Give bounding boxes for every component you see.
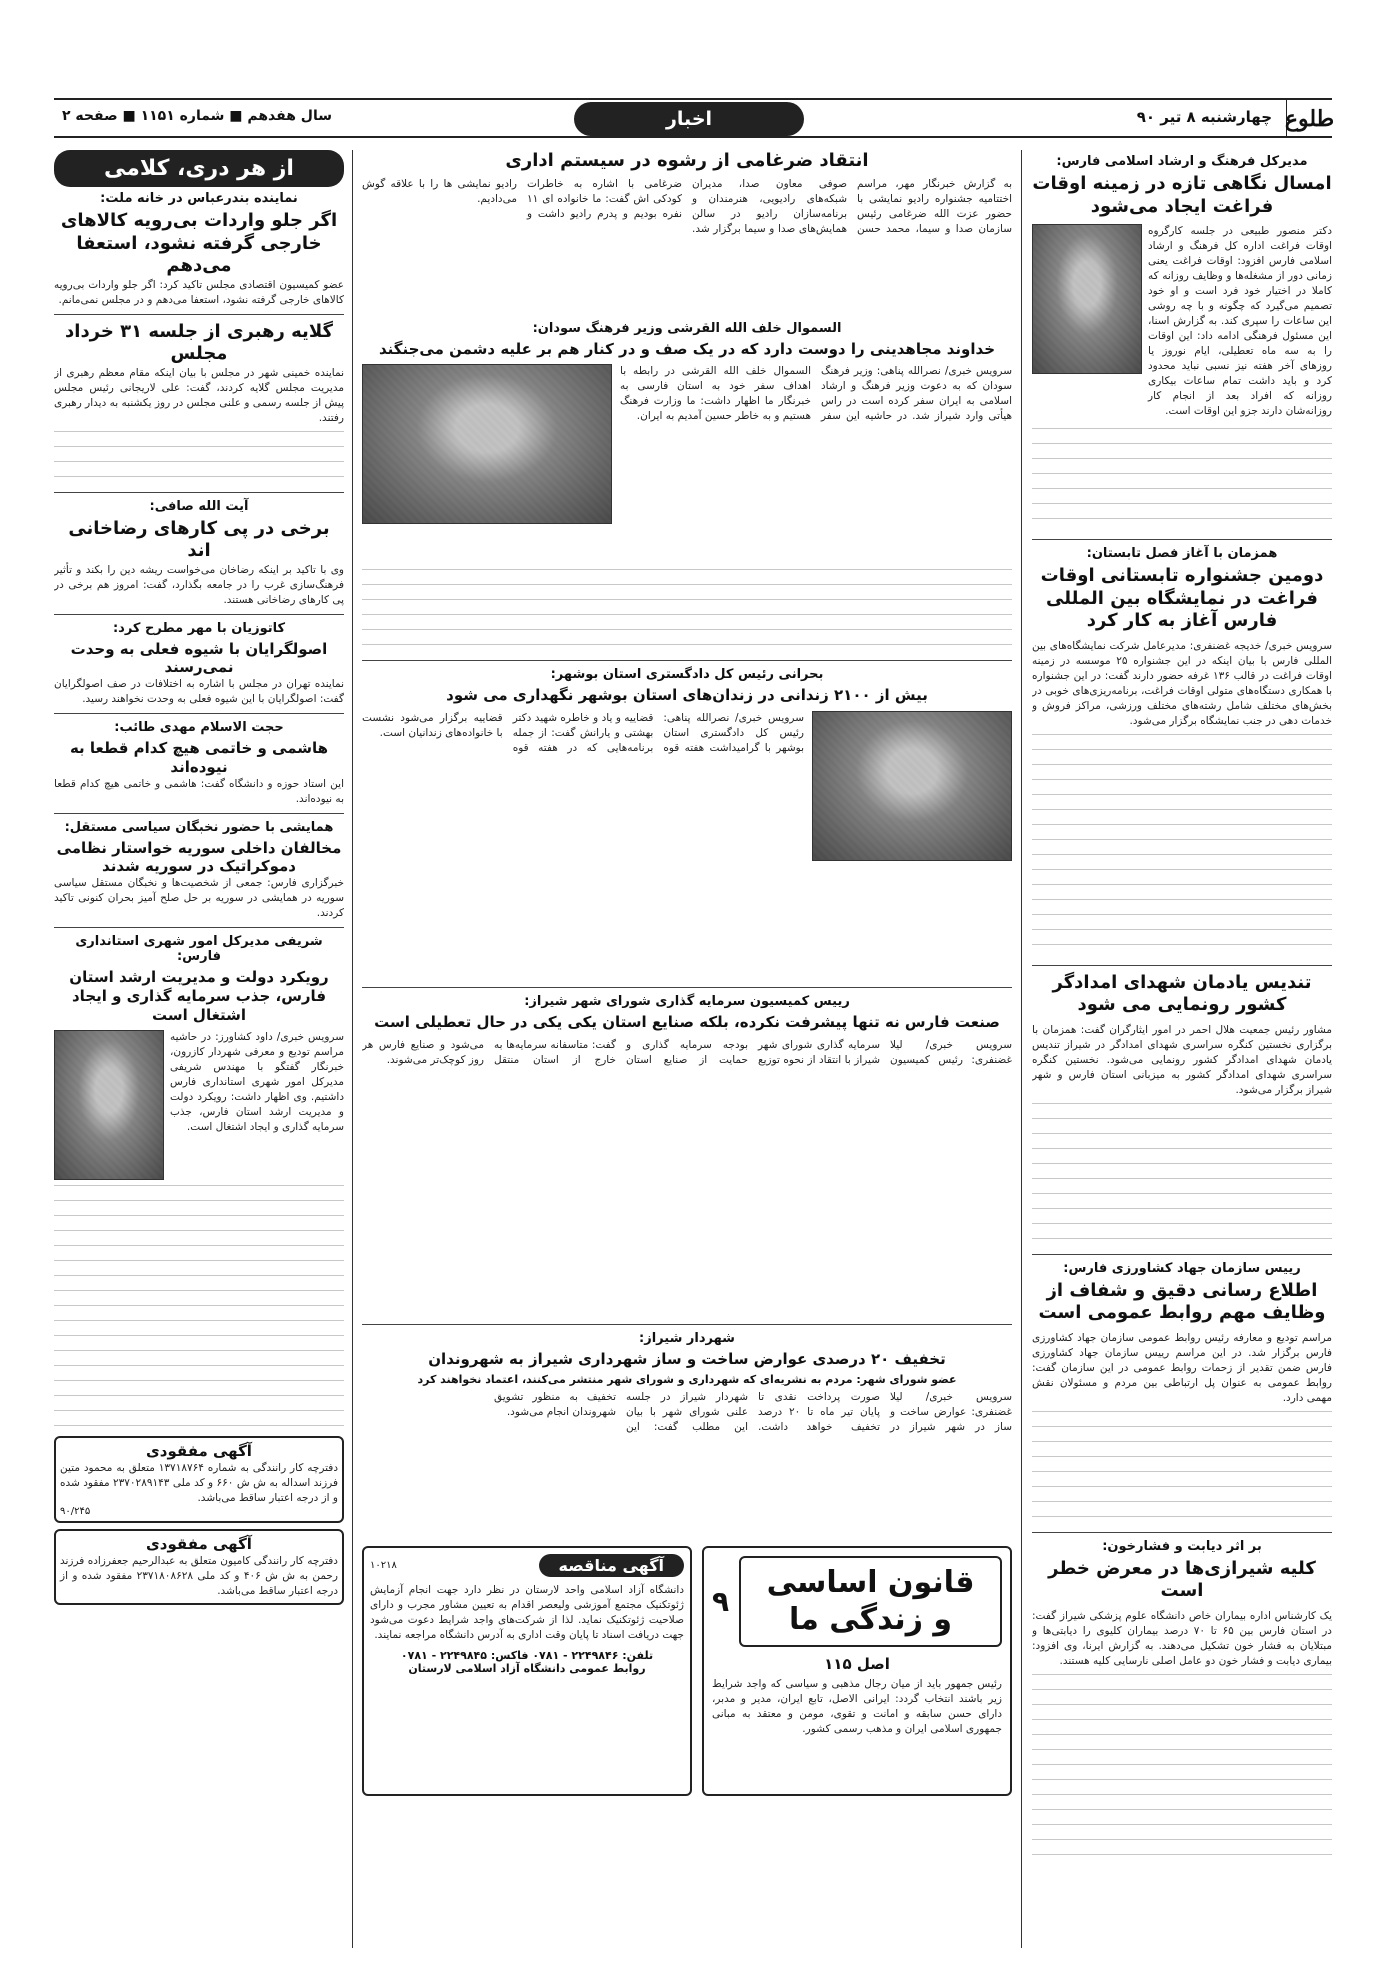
article-kicker: شریفی مدیرکل امور شهری استانداری فارس: [75, 934, 323, 964]
page-header [54, 98, 1335, 138]
article-text-lines [1032, 423, 1332, 533]
tender-org: روابط عمومی دانشگاه آزاد اسلامی لارستان [408, 1662, 646, 1676]
article-body: سرویس خبری/ لیلا غضنفری: رئیس کمیسیون سرمایه گذاری شورای شهر شیراز با انتقاد از نحوه توزیع بودجه سرمایه گذاری و حمایت از صنایع استان گفت: متاسفانه سرمایه‌ها به خارج از استان منتقل می‌شود و صنایع فارس هر روز کوچک‌تر می‌شوند. [362, 1038, 1012, 1066]
brief-kicker: کاتوزیان با مهر مطرح کرد: [112, 620, 286, 636]
brief-body: خبرگزاری فارس: جمعی از شخصیت‌ها و نخبگان مستقل سیاسی سوریه در همایشی در سوریه بر حل صلح آمیز بحران کنونی تاکید کردند. [54, 877, 344, 919]
portrait-photo [1032, 224, 1142, 374]
column-divider [1021, 150, 1022, 1948]
article-body: سرویس خبری/ لیلا غضنفری: عوارض ساخت و ساز در شهر شیراز در صورت پرداخت نقدی تا پایان تیر ماه تا ۲۰ درصد تخفیف خواهد داشت. شهردار شیراز در جلسه علنی شورای شهر با بیان این مطلب گفت: این تخفیف به منظور تشویق شهروندان انجام می‌شود. [494, 1390, 1012, 1433]
brief-headline: گلایه رهبری از جلسه ۳۱ خرداد مجلس [65, 320, 333, 364]
article-headline: اطلاع رسانی دقیق و شفاف از وظایف مهم روابط عمومی است [1038, 1279, 1326, 1323]
brief-headline: اصولگرایان با شیوه فعلی به وحدت نمی‌رسند [70, 639, 328, 677]
article-headline: امسال نگاهی تازه در زمینه اوقات فراغت ایجاد می‌شود [1032, 173, 1332, 217]
brief-body: این استاد حوزه و دانشگاه گفت: هاشمی و خاتمی هیچ کدام قطعا به نیوده‌اند. [54, 777, 344, 805]
article-kicker: همزمان با آغاز فصل تابستان: [1086, 546, 1278, 561]
tender-code: ۱۰۲۱۸ [370, 1559, 397, 1571]
brief-news-title: از هر دری، کلامی [54, 150, 344, 187]
lost-notice [54, 1529, 344, 1605]
brief-headline: مخالفان داخلی سوریه خواستار نظامی دموکراتیک در سوریه شدند [56, 838, 342, 876]
article-body: مراسم تودیع و معارفه رئیس روابط عمومی سازمان جهاد کشاورزی فارس برگزار شد. در این مراسم رییس سازمان جهاد کشاورزی فارس ضمن تقدیر از زحمات روابط عمومی در این سازمان گفت: روابط عمومی به عنوان پل ارتباطی بین مردم و مسئولان نقش مهمی دارد. [1032, 1331, 1332, 1404]
constitution-text: رئیس جمهور باید از میان رجال مذهبی و سیاسی که واجد شرایط زیر باشند انتخاب گردد: ایرانی الاصل، تابع ایران، مدیر و مدبر، دارای حسن سابقه و امانت و تقوی، مومن و معتقد به مبانی جمهوری اسلامی ایران و مذهب رسمی کشور. [712, 1678, 1002, 1736]
portrait-photo [54, 1030, 164, 1180]
article-text-lines [54, 426, 344, 486]
tender-ad [362, 1546, 692, 1796]
brief-kicker: همایشی با حضور نخبگان سیاسی مستقل: [64, 819, 334, 835]
right-column [1032, 150, 1332, 1948]
article-text-lines [362, 564, 1012, 654]
article-kicker: بر اثر دیابت و فشارخون: [1102, 1538, 1262, 1554]
center-column [362, 150, 1012, 1948]
article-body: دکتر منصور طبیعی در جلسه کارگروه اوقات فراغت اداره کل فرهنگ و ارشاد اسلامی فارس افزود: اوقات فراغت یعنی زمانی دور از مشغله‌ها و وظایف روزانه که کاملا در اختیار خود فرد است و او خود تصمیم می‌گیرد که چگونه و با چه روشی این ساعات را سپری کند. به گزارش اسنا، این مسئول فرهنگی ادامه داد: این اوقات را به سه ماه تعطیلی، ایام نوروز یا روزهای آخر هفته نیز نسبی نباید محدود کرد و باید داشت تمام ساعات بیکاری روزانه که افراد بعد از انجام کار روزانه‌شان دارند جزو این اوقات است. [1148, 225, 1332, 417]
brief-body: عضو کمیسیون اقتصادی مجلس تاکید کرد: اگر جلو واردات بی‌رویه کالاهای خارجی گرفته نشود، استعفا می‌دهم و در مجلس نمی‌مانم. [54, 278, 344, 306]
article-body: یک کارشناس اداره بیماران خاص دانشگاه علوم پزشکی شیراز گفت: در استان فارس بین ۶۵ تا ۷۰ درصد بیماران کلیوی را دیابتی‌ها و مبتلایان به فشار خون تشکیل می‌دهند. به گزارش ایرنا، وی افزود: بیماری دیابت و فشار خون دو عامل اصلی نارسایی کلیه هستند. [1032, 1609, 1332, 1667]
section-title: اخبار [574, 102, 804, 136]
column-divider [352, 150, 353, 1948]
article-kicker: بحرانی رئیس کل دادگستری استان بوشهر: [550, 667, 824, 683]
article-kicker: السموال خلف الله القرشی وزیر فرهنگ سودان: [532, 320, 842, 336]
article-headline: بیش از ۲۱۰۰ زندانی در زندان‌های استان بوشهر نگهداری می شود [446, 686, 928, 705]
article-text-lines [1032, 1406, 1332, 1526]
lost-notice-title: آگهی مفقودی [146, 1442, 252, 1461]
constitution-number: ۹ [712, 1584, 730, 1618]
tender-title: آگهی مناقصه [539, 1554, 685, 1577]
newspaper-page [54, 98, 1335, 1948]
article-kicker: مدیرکل فرهنگ و ارشاد اسلامی فارس: [1056, 154, 1308, 169]
article-body: سرویس خبری/ خدیجه غضنفری: مدیرعامل شرکت نمایشگاه‌های بین المللی فارس با بیان اینکه در این جشنواره ۲۵ موسسه در زمینه اوقات فراغت در قالب ۱۳۶ غرفه حضور دارند گفت: در این جشنواره با همکاری دستگاه‌های متولی اوقات فراغت، برنامه‌ریزی‌های خوبی در بخش‌های مختلف شامل رشته‌های مختلف ورزشی، مراکز فروش و خدمات دهی در جنب نمایشگاه برگزار می‌شود. [1032, 639, 1332, 727]
meeting-photo [362, 364, 612, 524]
article-headline: صنعت فارس نه تنها پیشرفت نکرده، بلکه صنایع استان یکی یکی در حال تعطیلی است [374, 1013, 1000, 1031]
article-body: به گزارش خبرنگار مهر، مراسم اختتامیه جشنواره رادیو نمایشی با حضور عزت الله ضرغامی رئیس سازمان صدا و سیما، محمد حسن صوفی معاون صدا، مدیران شبکه‌های رادیویی، هنرمندان و برنامه‌سازان رادیو در سالن همایش‌های صدا و سیما برگزار شد. ضرغامی با اشاره به خاطرات کودکی اش گفت: ما خانواده ای ۱۱ نفره بودیم و پدرم رادیو داشت و رادیو نمایشی ها را با علاقه گوش می‌دادیم. [362, 177, 1012, 235]
brief-headline: برخی در پی کارهای رضاخانی اند [68, 517, 330, 561]
article-headline: تخفیف ۲۰ درصدی عوارض ساخت و ساز شهرداری شیراز به شهروندان [428, 1349, 946, 1368]
constitution-title: قانون اساسی و زندگی ما [766, 1564, 975, 1637]
constitution-box [702, 1546, 1012, 1796]
article-body: سرویس خبری/ نصرالله پناهی: رئیس کل دادگستری استان بوشهر با گرامیداشت هفته قوه قضاییه و یاد و خاطره شهید دکتر بهشتی و یارانش گفت: از جمله برنامه‌هایی که در هفته قوه قضاییه برگزار می‌شود نشست با خانواده‌های زندانیان است. [362, 712, 804, 754]
brief-kicker: حجت الاسلام مهدی طائب: [114, 720, 284, 735]
tender-phone: تلفن: ۲۲۴۹۸۴۶ - ۰۷۸۱ فاکس: ۲۲۴۹۸۴۵ - ۰۷۸۱ [400, 1648, 654, 1662]
brief-body: وی با تاکید بر اینکه رضاخان می‌خواست ریشه دین را بکند و تأثیر فرهنگ‌سازی غرب را در جامعه بگذارد، گفت: امروز هم برخی در پی کارهای رضاخانی هستند. [54, 563, 344, 606]
brief-kicker: نماینده بندرعباس در خانه ملت: [100, 191, 298, 206]
article-text-lines [1032, 1669, 1332, 1869]
lost-notice-body: دفترچه کار رانندگی به شماره ۱۳۷۱۸۷۶۴ متعلق به محمود متین فرزند اسداله به ش ش ۶۶۰ و کد ملی ۲۳۷۰۲۸۹۱۴۳ مفقود شده و از درجه اعتبار ساقط می‌باشد. [60, 1462, 338, 1504]
brief-headline: اگر جلو واردات بی‌رویه کالاهای خارجی گرفته نشود، استعفا می‌دهم [60, 210, 338, 276]
lost-notice-code: ۹۰/۲۴۵ [60, 1506, 91, 1517]
article-headline: رویکرد دولت و مدیریت ارشد استان فارس، جذب سرمایه گذاری و ایجاد اشتغال است [69, 968, 329, 1024]
brief-body: نماینده خمینی شهر در مجلس با بیان اینکه مقام معظم رهبری از مدیریت مجلس گلایه کردند، گفت: علی لاریجانی رئیس مجلس پیش از جلسه رسمی و علنی مجلس در روز یکشنبه به دیدار رهبری رفتند. [54, 366, 344, 424]
article-text-lines [54, 1180, 344, 1430]
brief-kicker: آیت الله صافی: [149, 498, 249, 514]
article-kicker: رییس کمیسیون سرمایه گذاری شورای شهر شیراز: [524, 994, 850, 1009]
newspaper-logo: طلوع [1286, 100, 1332, 138]
brief-body: نماینده تهران در مجلس با اشاره به اختلافات در صف اصولگرایان گفت: اصولگرایان با این شیوه فعلی به وحدت نخواهند رسید. [54, 678, 344, 705]
article-text-lines [1032, 729, 1332, 959]
article-headline: خداوند مجاهدینی را دوست دارد که در یک صف و در کنار هم بر علیه دشمن می‌جنگند [378, 339, 996, 358]
left-column [54, 150, 344, 1948]
article-kicker: رییس سازمان جهاد کشاورزی فارس: [1063, 1260, 1301, 1276]
article-headline: انتقاد ضرغامی از رشوه در سیستم اداری [505, 150, 869, 171]
article-body: سرویس خبری/ نصرالله پناهی: وزیر فرهنگ سودان که به دعوت وزیر فرهنگ و ارشاد اسلامی به ایران سفر کرده است در راس هیأتی وارد شیراز شد. در حاشیه این سفر السموال خلف الله القرشی در رابطه با اهداف سفر خود به استان فارسی به خبرنگار ما اظهار داشت: ما وزارت فرهنگ هستیم و به خاطر حسین آمدیم به ایران. [620, 365, 1012, 423]
lost-notice-title: آگهی مفقودی [146, 1535, 252, 1553]
tender-body: دانشگاه آزاد اسلامی واحد لارستان در نظر دارد جهت انجام آزمایش ژئوتکنیک مجتمع آموزشی ولیعصر اقدام به تعیین مشاور مجرب و دارای صلاحیت ژئوتکنیک نماید. لذا از شرکت‌های واجد شرایط دعوت می‌شود جهت دریافت اسناد تا پایان وقت اداری به آدرس دانشگاه مراجعه نمایند. [370, 1583, 684, 1641]
issue-date: چهارشنبه ۸ تیر ۹۰ [1136, 108, 1272, 126]
lost-notice-body: دفترچه کار رانندگی کامیون متعلق به عبدالرحیم جعفرزاده فرزند رحمن به ش ش ۴۰۶ و کد ملی ۲۳۷۱۸۰۸۶۲۸ مفقود شده و از درجه اعتبار ساقط می‌باشد. [60, 1554, 338, 1597]
article-headline: کلیه شیرازی‌ها در معرض خطر است [1048, 1557, 1316, 1601]
official-photo [812, 711, 1012, 861]
constitution-article: اصل ۱۱۵ [824, 1654, 890, 1673]
issue-info: سال هفدهم ■ شماره ۱۱۵۱ ■ صفحه ۲ [62, 108, 332, 124]
article-body: مشاور رئیس جمعیت هلال احمر در امور ایثارگران گفت: همزمان با برگزاری نخستین کنگره سراسری شهدای امدادگر در شیراز تندیس یادمان شهدای امدادگر کشور رونمایی می‌شود. نخستین کنگره سراسری شهدای امدادگر کشور به میزبانی استان فارس و شهر شیراز برگزار می‌شود. [1032, 1023, 1332, 1096]
article-kicker: شهردار شیراز: [639, 1330, 735, 1346]
article-headline: تندیس یادمان شهدای امدادگر کشور رونمایی می شود [1052, 971, 1312, 1015]
article-body: سرویس خبری/ داود کشاورز: در حاشیه مراسم تودیع و معرفی شهردار کازرون، خبرنگار گفتگو با مهندس شریفی مدیرکل امور شهری استانداری فارس داشتیم. وی اظهار داشت: رویکرد دولت و مدیریت ارشد استان فارس، جذب سرمایه گذاری و ایجاد اشتغال است. [170, 1031, 344, 1134]
brief-headline: هاشمی و خاتمی هیچ کدام قطعا به نیوده‌اند [69, 739, 329, 776]
article-text-lines [1032, 1098, 1332, 1248]
article-subheadline: عضو شورای شهر: مردم به نشریه‌ای که شهرداری و شورای شهر منتشر می‌کنند، اعتماد نخواهند کرد [417, 1372, 957, 1386]
lost-notice [54, 1436, 344, 1523]
article-headline: دومین جشنواره تابستانی اوقات فراغت در نمایشگاه بین المللی فارس آغاز به کار کرد [1040, 565, 1324, 631]
